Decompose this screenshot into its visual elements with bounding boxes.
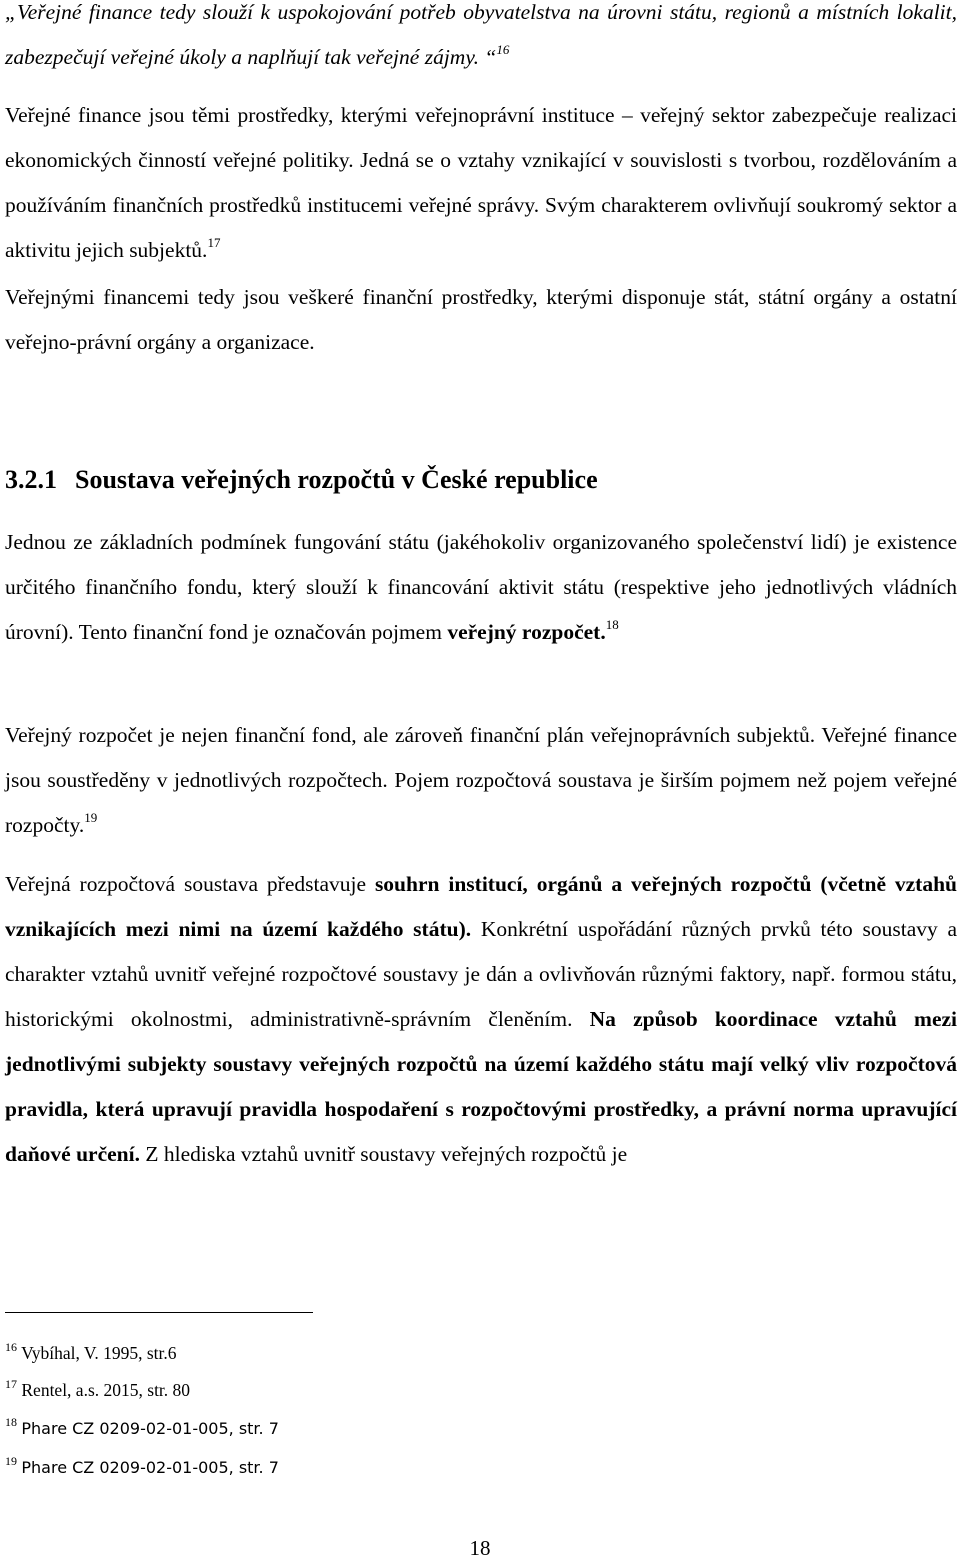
footnote-ref-17[interactable]: 17	[207, 234, 221, 250]
section-heading	[5, 462, 598, 498]
footnote-ref-18[interactable]: 18	[605, 616, 619, 632]
bold-coordination: Na způsob koordinace vztahů mezi jednotlivými subjekty soustavy veřejných rozpočtů na území každého státu mají velký vliv rozpočtová pravidla, která upravují pravidla hospodaření s rozpočtovými prostředky, a právní norma upravující daňové určení.	[5, 1007, 957, 1166]
footnote-16: $^{16}$ Vybíhal, V. 1995, str.6	[5, 1340, 177, 1363]
term-public-budget: veřejný rozpočet.	[447, 620, 606, 644]
bold-definition: souhrn institucí, orgánů a veřejných rozpočtů (včetně vztahů vznikajících mezi nimi na území každého státu).	[5, 872, 958, 941]
paragraph-summary: Veřejnými financemi tedy jsou veškeré finanční prostředky, kterými disponuje stát, státní orgány a ostatní veřejno-právní orgány a organizace.	[5, 285, 957, 354]
footnote-19: $^{19}$ Phare CZ 0209-02-01-005, str. 7	[5, 1454, 279, 1477]
section-number: 3.2.1	[5, 465, 57, 494]
paragraph-definition: Veřejné finance jsou těmi prostředky, kterými veřejnoprávní instituce – veřejný sektor zabezpečuje realizaci ekonomických činností veřejné politiky. Jedná se o vztahy vznikající v souvislosti s tvorbou, rozdělováním a používáním finančních prostředků institucemi veřejné správy. Svým charakterem ovlivňují soukromý sektor a aktivitu jejich subjektů.$^{17}$	[5, 103, 957, 262]
footnote-ref-19[interactable]: 19	[84, 809, 98, 825]
section-title: Soustava veřejných rozpočtů v České republice	[75, 465, 598, 494]
paragraph-budget-system: Veřejná rozpočtová soustava představuje souhrn institucí, orgánů a veřejných rozpočtů (včetně vztahů vznikajících mezi nimi na území každého státu). Konkrétní uspořádání různých prvků této soustavy a charakter vztahů uvnitř veřejné rozpočtové soustavy je dán a ovlivňován různými faktory, např. formou státu, historickými okolnostmi, administrativně-správním členěním. Na způsob koordinace vztahů mezi jednotlivými subjekty soustavy veřejných rozpočtů na území každého státu mají velký vliv rozpočtová pravidla, která upravují pravidla hospodaření s rozpočtovými prostředky, a právní norma upravující daňové určení. Z hlediska vztahů uvnitř soustavy veřejných rozpočtů je	[5, 872, 958, 1166]
quote-paragraph: „Veřejné finance tedy slouží k uspokojování potřeb obyvatelstva na úrovni státu, regionů a místních lokalit, zabezpečují veřejné úkoly a naplňují tak veřejné zájmy. “$^{16}$	[5, 0, 957, 69]
footnote-ref-16[interactable]: 16	[496, 41, 510, 57]
footnote-18: $^{18}$ Phare CZ 0209-02-01-005, str. 7	[5, 1415, 279, 1438]
paragraph-budget-plan: Veřejný rozpočet je nejen finanční fond, ale zároveň finanční plán veřejnoprávních subjektů. Veřejné finance jsou soustředěny v jednotlivých rozpočtech. Pojem rozpočtová soustava je širším pojmem než pojem veřejné rozpočty.$^{19}$	[5, 723, 957, 837]
page-number: 18	[469, 1536, 491, 1560]
footnote-17: $^{17}$ Rentel, a.s. 2015, str. 80	[5, 1377, 191, 1400]
footnote-separator	[5, 1312, 313, 1313]
paragraph-budget-intro: Jednou ze základních podmínek fungování státu (jakéhokoliv organizovaného společenství lidí) je existence určitého finančního fondu, který slouží k financování aktivit státu (respektive jeho jednotlivých vládních úrovní). Tento finanční fond je označován pojmem veřejný rozpočet.$^{18}$	[5, 530, 957, 644]
